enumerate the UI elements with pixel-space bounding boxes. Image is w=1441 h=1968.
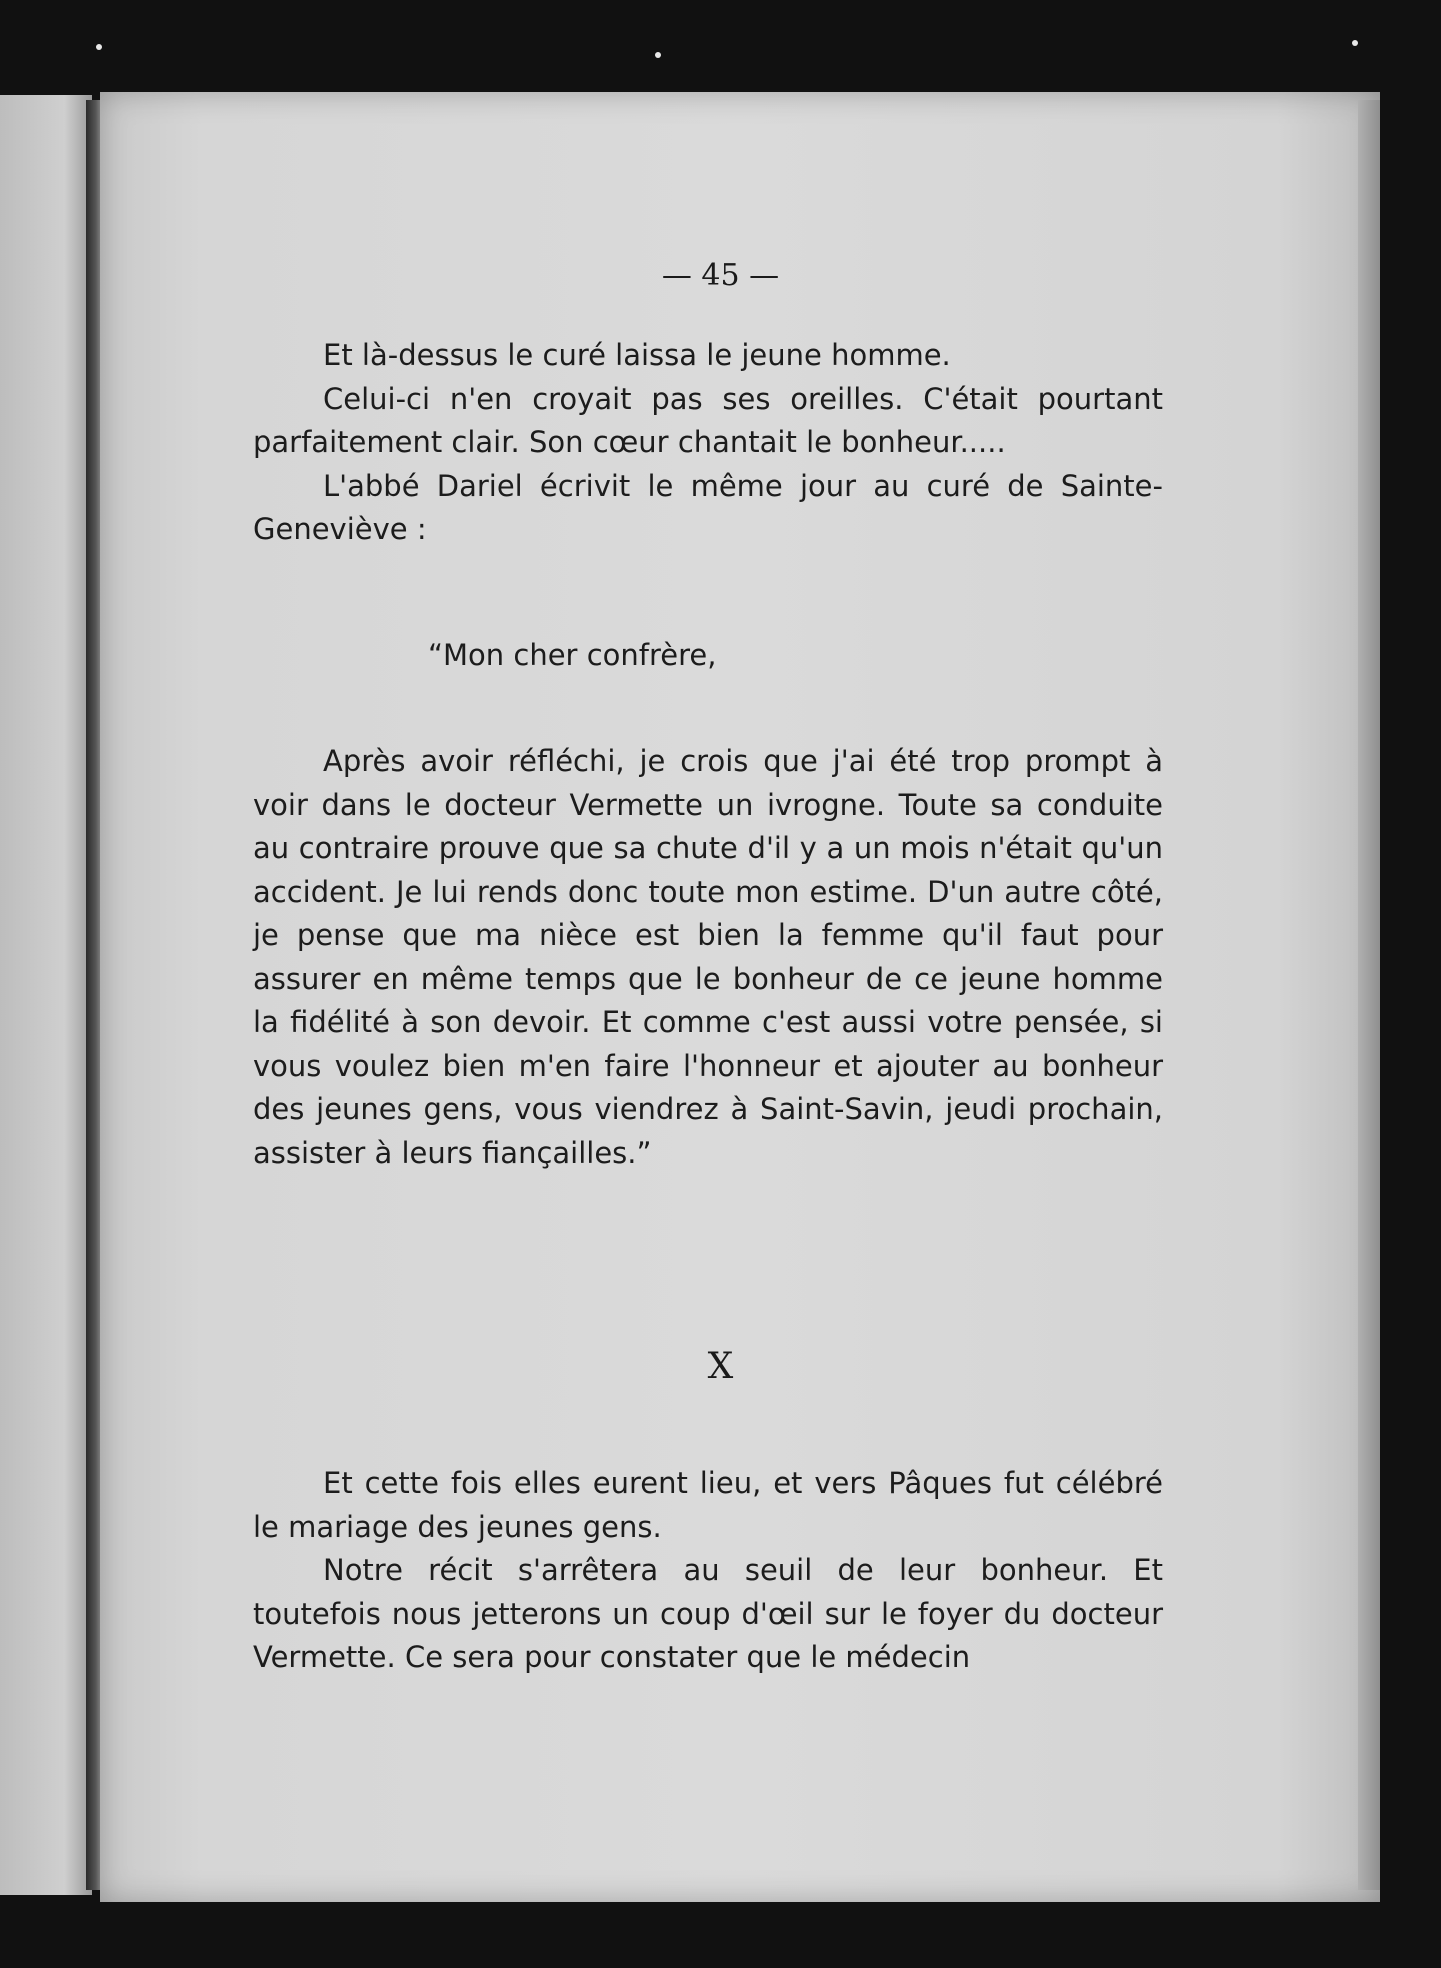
paragraph: L'abbé Dariel écrivit le même jour au curé de Sainte-Geneviève :	[253, 468, 1163, 546]
scan-speck	[1352, 40, 1358, 46]
chapter-heading: X	[707, 1346, 734, 1387]
page-number: — 45 —	[661, 258, 780, 293]
letter-salutation: “Mon cher confrère,	[428, 638, 717, 672]
letter-body	[253, 740, 1163, 1175]
paragraph: Après avoir réfléchi, je crois que j'ai été trop prompt à voir dans le docteur Vermette un ivrogne. Toute sa conduite au contraire prouve que sa chute d'il y a un mois n'était qu'un accident. Je lui rends donc toute mon estime. D'un autre côté, je pense que ma nièce est bien la femme qu'il faut pour assurer en même temps que le bonheur de ce jeune homme la fidélité à son devoir. Et comme c'est aussi votre pensée, si vous voulez bien m'en faire l'honneur et ajouter au bonheur des jeunes gens, vous viendrez à Saint-Savin, jeudi prochain, assister à leurs fiançailles.”	[253, 744, 1163, 1170]
paragraph: Et là-dessus le curé laissa le jeune homme.	[323, 338, 951, 372]
paragraph: Celui-ci n'en croyait pas ses oreilles. C'était pourtant parfaitement clair. Son cœur chantait le bonheur.....	[253, 381, 1163, 459]
paragraphs-bottom	[253, 1462, 1163, 1680]
paragraph: Notre récit s'arrêtera au seuil de leur bonheur. Et toutefois nous jetterons un coup d'œil sur le foyer du docteur Vermette. Ce sera pour constater que le médecin	[253, 1553, 1163, 1674]
facing-page-edge	[0, 95, 92, 1895]
scan-speck	[655, 52, 661, 58]
paragraph: Et cette fois elles eurent lieu, et vers Pâques fut célébré le mariage des jeunes gens.	[253, 1466, 1163, 1544]
page-edge	[1358, 100, 1380, 1890]
paragraphs-top	[253, 334, 1163, 552]
scan-speck	[96, 44, 102, 50]
